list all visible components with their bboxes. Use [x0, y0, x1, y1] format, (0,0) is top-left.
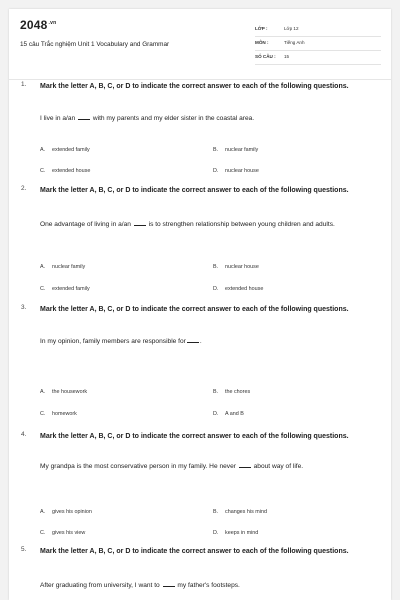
option-a[interactable] — [40, 389, 87, 395]
option-letter: A. — [40, 264, 46, 270]
meta-row-subject — [255, 37, 381, 51]
option-c[interactable] — [40, 168, 90, 174]
question-prompt: Mark the letter A, B, C, or D to indicate the correct answer to each of the following questions. — [40, 187, 349, 194]
question-number: 3. — [21, 304, 27, 311]
option-text: keeps in mind — [225, 530, 259, 536]
meta-row-count — [255, 51, 381, 65]
meta-key: LỚP : — [255, 26, 268, 31]
option-text: extended family — [52, 147, 90, 153]
option-letter: D. — [213, 530, 219, 536]
option-text: extended family — [52, 286, 90, 292]
option-d[interactable] — [213, 411, 244, 417]
option-letter: A. — [40, 389, 46, 395]
answer-blank — [187, 336, 199, 343]
option-b[interactable] — [213, 389, 250, 395]
stem-text-before: I live in a/an — [40, 115, 76, 122]
option-text: homework — [52, 411, 77, 417]
option-d[interactable] — [213, 286, 263, 292]
option-a[interactable] — [40, 147, 90, 153]
option-text: the chores — [225, 389, 251, 395]
meta-table — [255, 23, 381, 65]
option-d[interactable] — [213, 168, 259, 174]
option-text: nuclear family — [52, 264, 86, 270]
option-text: nuclear family — [225, 147, 259, 153]
option-letter: D. — [213, 168, 219, 174]
header-divider — [9, 79, 391, 80]
site-logo[interactable] — [20, 18, 56, 32]
question-stem — [40, 219, 380, 230]
answer-blank — [78, 113, 90, 120]
question-prompt: Mark the letter A, B, C, or D to indicate the correct answer to each of the following questions. — [40, 83, 349, 90]
option-text: nuclear house — [225, 264, 259, 270]
option-c[interactable] — [40, 411, 77, 417]
meta-value: Tiếng Anh — [284, 40, 305, 45]
option-text: gives his opinion — [52, 509, 92, 515]
option-letter: C. — [40, 168, 46, 174]
question-number: 1. — [21, 81, 27, 88]
option-letter: C. — [40, 530, 46, 536]
stem-text-before: In my opinion, family members are responsible for — [40, 338, 186, 345]
option-text: extended house — [52, 168, 91, 174]
option-letter: C. — [40, 411, 46, 417]
question-stem — [40, 580, 380, 591]
option-a[interactable] — [40, 509, 92, 515]
option-letter: A. — [40, 509, 46, 515]
option-d[interactable] — [213, 530, 258, 536]
option-c[interactable] — [40, 530, 85, 536]
option-b[interactable] — [213, 264, 259, 270]
document-page — [9, 9, 391, 600]
document-title: 15 câu Trắc nghiệm Unit 1 Vocabulary and Grammar — [20, 41, 170, 48]
answer-blank — [134, 219, 146, 226]
answer-blank — [163, 580, 175, 587]
meta-key: MÔN : — [255, 40, 269, 45]
option-letter: D. — [213, 411, 219, 417]
meta-key: SỐ CÂU : — [255, 54, 276, 59]
stem-text-after: my father's footsteps. — [177, 582, 240, 589]
question-prompt: Mark the letter A, B, C, or D to indicate the correct answer to each of the following questions. — [40, 548, 349, 555]
logo-suffix: .vn — [48, 20, 57, 26]
question-prompt: Mark the letter A, B, C, or D to indicate the correct answer to each of the following questions. — [40, 306, 349, 313]
stem-text-after: . — [199, 338, 202, 345]
logo-text: 2048 — [20, 18, 48, 32]
stem-text-before: One advantage of living in a/an — [40, 221, 131, 228]
stem-text-after: is to strengthen relationship between young children and adults. — [148, 221, 335, 228]
stem-text-after: about way of life. — [253, 463, 304, 470]
stem-text-after: with my parents and my elder sister in the coastal area. — [92, 115, 255, 122]
option-letter: B. — [213, 509, 219, 515]
answer-blank — [239, 461, 251, 468]
question-stem — [40, 336, 380, 347]
option-b[interactable] — [213, 509, 267, 515]
stem-text-before: After graduating from university, I want to — [40, 582, 160, 589]
option-text: gives his view — [52, 530, 86, 536]
option-a[interactable] — [40, 264, 85, 270]
option-letter: B. — [213, 389, 219, 395]
option-b[interactable] — [213, 147, 258, 153]
meta-row-class — [255, 23, 381, 37]
option-letter: D. — [213, 286, 219, 292]
option-text: changes his mind — [225, 509, 267, 515]
question-number: 4. — [21, 431, 27, 438]
stem-text-before: My grandpa is the most conservative person in my family. He never — [40, 463, 236, 470]
option-text: the housework — [52, 389, 88, 395]
question-prompt: Mark the letter A, B, C, or D to indicate the correct answer to each of the following questions. — [40, 433, 349, 440]
meta-value: 15 — [284, 54, 290, 59]
option-text: extended house — [225, 286, 264, 292]
option-text: A and B — [225, 411, 244, 417]
meta-value: Lớp 12 — [284, 26, 299, 31]
option-letter: B. — [213, 264, 219, 270]
question-number: 5. — [21, 546, 27, 553]
option-letter: A. — [40, 147, 46, 153]
document-header — [9, 9, 391, 77]
option-text: nuclear house — [225, 168, 259, 174]
option-c[interactable] — [40, 286, 90, 292]
option-letter: C. — [40, 286, 46, 292]
question-number: 2. — [21, 185, 27, 192]
option-letter: B. — [213, 147, 219, 153]
question-stem — [40, 113, 380, 124]
question-stem — [40, 461, 380, 472]
